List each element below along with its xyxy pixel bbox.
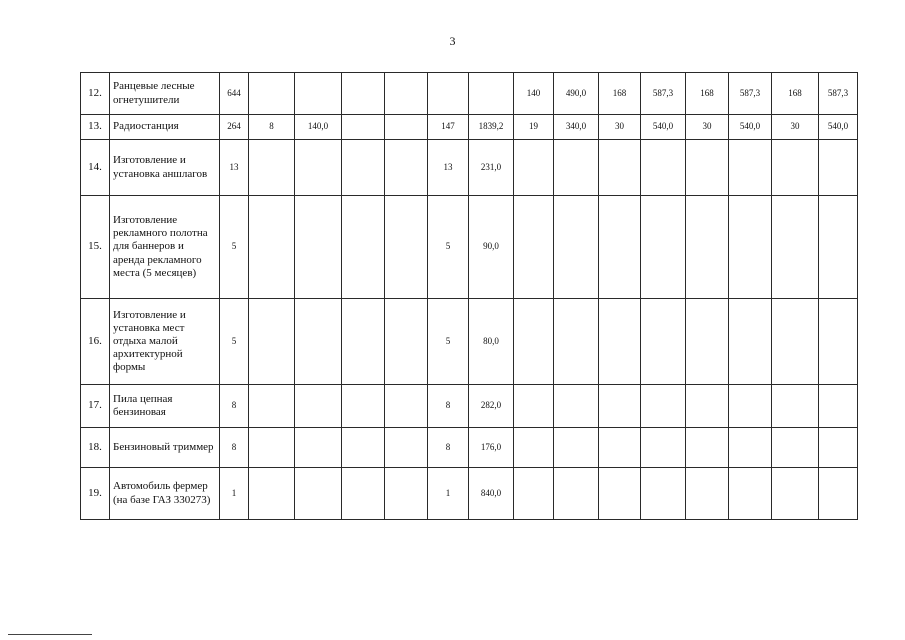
table-cell [342,196,385,299]
table-cell: 540,0 [641,115,686,140]
table-cell [295,468,342,520]
table-cell [554,468,599,520]
row-name: Ранцевые лесные огнетушители [110,73,220,115]
table-cell: 5 [428,299,469,385]
table-cell [729,299,772,385]
table-cell [295,385,342,428]
table-cell: 587,3 [729,73,772,115]
table-cell: 1839,2 [469,115,514,140]
table-cell: 8 [220,385,249,428]
row-number: 14. [81,140,110,196]
table-cell: 30 [686,115,729,140]
table-cell [599,385,641,428]
row-number: 19. [81,468,110,520]
table-cell: 840,0 [469,468,514,520]
table-cell [641,140,686,196]
table-cell [385,140,428,196]
table-cell: 80,0 [469,299,514,385]
table-cell: 8 [428,428,469,468]
table-row [81,428,858,468]
table-cell [249,299,295,385]
table-cell [729,468,772,520]
table-cell: 30 [599,115,641,140]
table-row [81,115,858,140]
table-cell: 5 [220,299,249,385]
table-cell [686,385,729,428]
table-cell: 8 [220,428,249,468]
table-cell [295,196,342,299]
table-cell: 168 [772,73,819,115]
table-cell [686,299,729,385]
table-cell: 19 [514,115,554,140]
table-cell [599,468,641,520]
table-cell [772,468,819,520]
table-cell [599,140,641,196]
table-cell [599,299,641,385]
table-cell [686,428,729,468]
table-cell: 13 [428,140,469,196]
table-cell: 176,0 [469,428,514,468]
table-cell [641,468,686,520]
row-name: Изготовление рекламного полотна для баннеров и аренда рекламного места (5 месяцев) [110,196,220,299]
table-cell [772,299,819,385]
row-name: Автомобиль фермер (на базе ГАЗ 330273) [110,468,220,520]
table-cell: 490,0 [554,73,599,115]
table-cell [249,385,295,428]
table-cell [729,385,772,428]
table-cell [385,428,428,468]
row-number: 18. [81,428,110,468]
table-cell [729,140,772,196]
footnote-separator [8,634,92,635]
table-cell [686,468,729,520]
table-cell [554,385,599,428]
table-cell: 1 [428,468,469,520]
table-cell [342,299,385,385]
table-cell [554,299,599,385]
table-cell [819,428,858,468]
table-cell [772,196,819,299]
table-cell [554,140,599,196]
table-cell: 5 [220,196,249,299]
table-row [81,385,858,428]
table-cell [385,299,428,385]
table-cell [772,385,819,428]
table-cell [729,196,772,299]
table-cell [385,385,428,428]
table-row [81,140,858,196]
table-cell: 264 [220,115,249,140]
table-cell [342,140,385,196]
table-cell [342,428,385,468]
table-cell [819,299,858,385]
table-cell: 13 [220,140,249,196]
table-cell [249,468,295,520]
row-number: 16. [81,299,110,385]
row-number: 12. [81,73,110,115]
table-cell [514,140,554,196]
table-cell [514,385,554,428]
row-number: 13. [81,115,110,140]
table-cell: 30 [772,115,819,140]
table-cell: 140 [514,73,554,115]
table-cell [428,73,469,115]
table-cell [469,73,514,115]
table-cell [554,196,599,299]
table-cell: 587,3 [641,73,686,115]
table-cell [819,196,858,299]
table-cell [514,468,554,520]
table-cell [554,428,599,468]
table-cell [249,140,295,196]
table-cell [641,428,686,468]
table-cell: 168 [599,73,641,115]
table-cell [249,73,295,115]
table-cell [729,428,772,468]
row-name: Бензиновый триммер [110,428,220,468]
table-cell [295,428,342,468]
budget-table [80,72,858,520]
table-cell [385,73,428,115]
table-cell [342,468,385,520]
table-cell: 1 [220,468,249,520]
table-cell: 540,0 [729,115,772,140]
table-row [81,73,858,115]
table-cell: 90,0 [469,196,514,299]
row-number: 15. [81,196,110,299]
table-cell [686,140,729,196]
table-cell: 231,0 [469,140,514,196]
table-cell [686,196,729,299]
table-cell: 140,0 [295,115,342,140]
table-row [81,196,858,299]
table-row [81,468,858,520]
table-cell [819,385,858,428]
table-body [81,73,858,520]
table-cell: 340,0 [554,115,599,140]
table-cell [295,73,342,115]
table-cell [249,196,295,299]
table-cell: 282,0 [469,385,514,428]
table-cell [641,299,686,385]
row-name: Изготовление и установка аншлагов [110,140,220,196]
table-cell [599,428,641,468]
table-cell [514,299,554,385]
row-name: Изготовление и установка мест отдыха малой архитектурной формы [110,299,220,385]
table-cell [342,115,385,140]
table-cell: 587,3 [819,73,858,115]
table-cell [514,428,554,468]
row-number: 17. [81,385,110,428]
table-cell [342,385,385,428]
page-number: 3 [449,34,456,48]
table-cell [599,196,641,299]
table-cell: 8 [249,115,295,140]
table-cell: 644 [220,73,249,115]
table-cell: 147 [428,115,469,140]
row-name: Радиостанция [110,115,220,140]
table-cell [295,140,342,196]
table-cell: 168 [686,73,729,115]
table-cell [385,115,428,140]
table-cell [641,196,686,299]
table-cell: 5 [428,196,469,299]
row-name: Пила цепная бензиновая [110,385,220,428]
table-cell [342,73,385,115]
table-cell [385,196,428,299]
table-cell [295,299,342,385]
table-cell [772,428,819,468]
table-cell [514,196,554,299]
table-cell: 8 [428,385,469,428]
table-cell [385,468,428,520]
table-cell [641,385,686,428]
table-cell [819,468,858,520]
table-cell [772,140,819,196]
table-row [81,299,858,385]
table-cell [249,428,295,468]
table-cell: 540,0 [819,115,858,140]
table-cell [819,140,858,196]
